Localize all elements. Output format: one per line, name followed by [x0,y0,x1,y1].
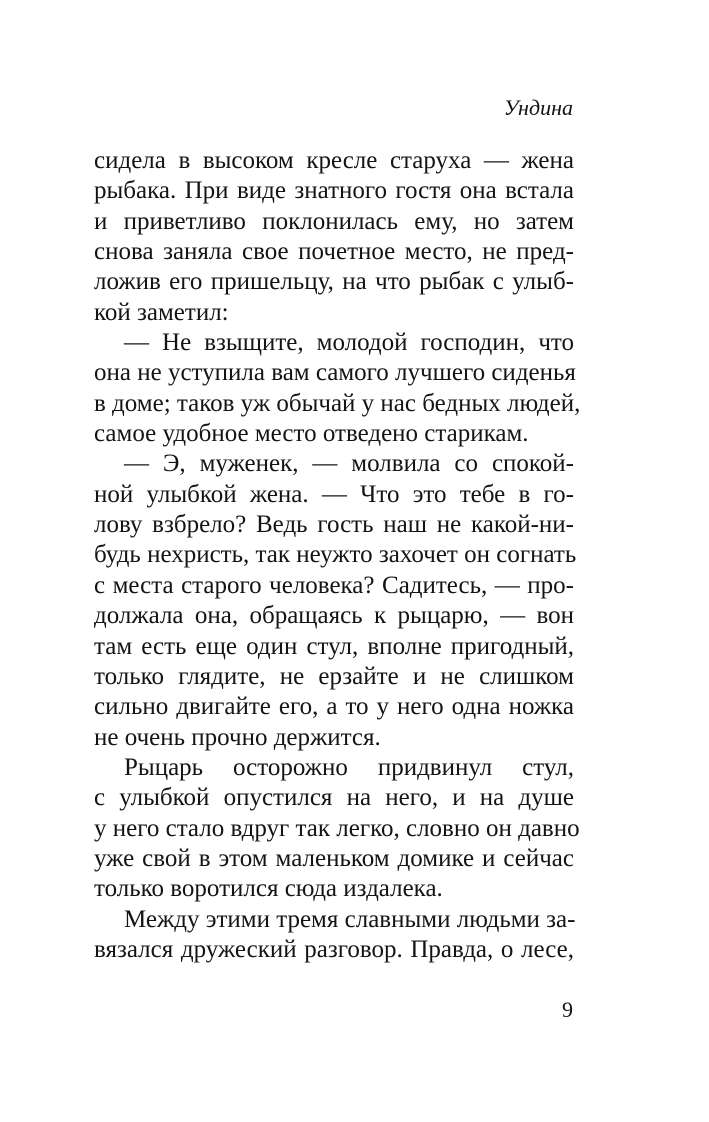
text-line: сильно двигайте его, а то у него одна ножка [94,693,574,721]
text-line: рыбака. При виде знатного гостя она встала [94,177,574,205]
text-line: уже свой в этом маленьком домике и сейчас [94,844,574,872]
text-line: самое удобное место отведено старикам. [94,420,529,448]
page-number: 9 [562,997,573,1022]
text-line: вязался дружеский разговор. Правда, о лесе, [94,935,574,963]
text-line: там есть еще один стул, вполне пригодный, [94,632,574,660]
text-line: в доме; таков уж обычай у нас бедных людей, [94,389,581,417]
text-line: с места старого человека? Садитесь, — про- [94,571,574,599]
text-line: будь нехристь, так неужто захочет он согнать [94,541,577,569]
text-line: с улыбкой опустился на него, и на душе [94,784,574,812]
text-line: у него стало вдруг так легко, словно он давно [94,814,580,842]
text-line: кой заметил: [94,298,229,326]
text-line: и приветливо поклонилась ему, но затем [94,207,574,235]
text-line: Рыцарь осторожно придвинул стул, [124,753,574,781]
text-line: снова заняла свое почетное место, не пред- [94,238,574,266]
text-line: — Не взыщите, молодой господин, что [124,329,574,357]
text-line: только глядите, не ерзайте и не слишком [94,662,574,690]
running-head: Ундина [503,95,573,120]
text-line: ной улыбкой жена. — Что это тебе в го- [94,480,574,508]
text-line: она не уступила вам самого лучшего сиденья [94,359,576,387]
text-line: сидела в высоком кресле старуха — жена [94,147,574,174]
text-line: лову взбрело? Ведь гость наш не какой-ни- [94,511,574,539]
text-line: только воротился сюда издалека. [94,875,443,903]
text-line: ложив его пришельцу, на что рыбак с улыб- [94,268,574,296]
text-line: Между этими тремя славными людьми за- [124,905,576,933]
text-line: не очень прочно держится. [94,723,381,751]
text-line: — Э, муженек, — молвила со спокой- [124,450,574,478]
body-text [94,146,581,965]
text-line: должала она, обращаясь к рыцарю, — вон [94,602,574,630]
